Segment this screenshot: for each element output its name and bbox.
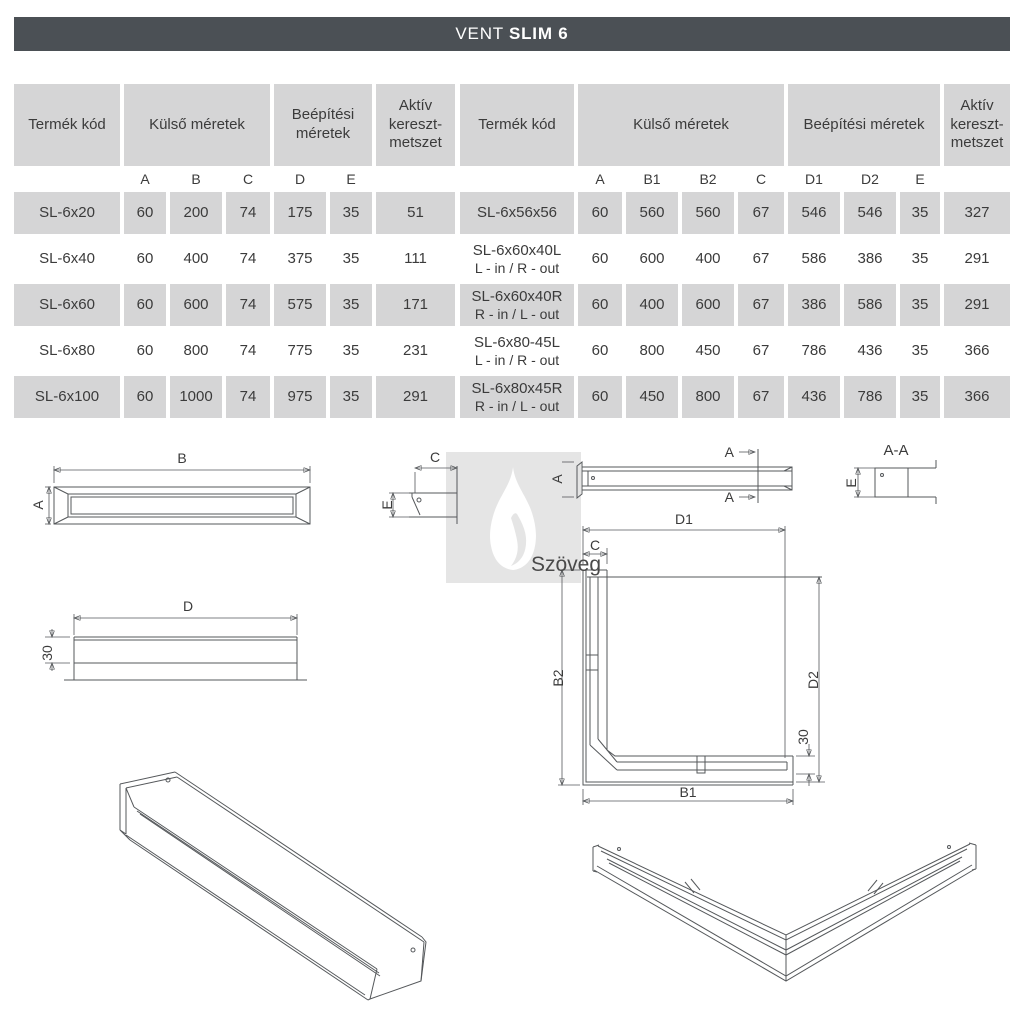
value-cell: 60 [124,330,166,372]
value-cell: 291 [944,284,1010,326]
value-cell: 800 [170,330,222,372]
column-letter [944,170,1010,188]
column-letter: B [170,170,222,188]
value-cell: 60 [578,330,622,372]
dim-label-e: E [379,500,395,510]
value-cell: 60 [124,238,166,280]
value-cell: 60 [578,238,622,280]
value-cell: 35 [330,238,372,280]
value-cell: 35 [900,238,940,280]
drawing-section-aa [843,438,941,510]
value-cell: 35 [330,192,372,234]
value-cell: 231 [376,330,455,372]
value-cell: 60 [124,284,166,326]
product-code-cell: SL-6x20 [14,192,120,234]
column-letter: E [900,170,940,188]
spec-table-corner [460,84,1010,418]
value-cell: 600 [626,238,678,280]
value-cell: 35 [330,330,372,372]
spec-table-straight [14,84,455,418]
value-cell: 200 [170,192,222,234]
value-cell: 67 [738,376,784,418]
value-cell: 436 [844,330,896,372]
value-cell: 60 [124,192,166,234]
column-letter: C [738,170,784,188]
value-cell: 67 [738,330,784,372]
column-letter: D2 [844,170,896,188]
value-cell: 386 [788,284,840,326]
value-cell: 35 [900,376,940,418]
value-cell: 546 [788,192,840,234]
dim-label-30b: 30 [795,729,811,745]
value-cell: 175 [274,192,326,234]
dim-label-a: A [30,500,46,510]
value-cell: 560 [682,192,734,234]
value-cell: 35 [330,284,372,326]
title-model: SLIM 6 [508,24,569,43]
dim-label-c: C [429,449,441,465]
drawing-isometric-corner [580,826,1024,1028]
dim-label-b2: B2 [550,669,566,687]
section-label-bottom: A [724,489,734,505]
drawing-bracket-detail [379,446,473,534]
drawing-isometric-straight [80,758,490,1013]
value-cell: 400 [682,238,734,280]
column-letter: A [578,170,622,188]
section-label-top: A [724,444,734,460]
column-letter [376,170,455,188]
value-cell: 800 [682,376,734,418]
product-code-cell: SL-6x60x40R R - in / L - out [460,284,574,326]
column-letter: B1 [626,170,678,188]
product-code-cell: SL-6x56x56 [460,192,574,234]
value-cell: 586 [844,284,896,326]
drawing-side-view [30,595,360,705]
dim-label-d1: D1 [675,511,693,527]
value-cell: 436 [788,376,840,418]
product-code-cell: SL-6x100 [14,376,120,418]
drawing-front-view [28,443,368,545]
column-letter: D [274,170,326,188]
value-cell: 975 [274,376,326,418]
value-cell: 35 [900,192,940,234]
value-cell: 60 [124,376,166,418]
value-cell: 74 [226,238,270,280]
column-letter [460,170,574,188]
value-cell: 67 [738,192,784,234]
value-cell: 74 [226,284,270,326]
value-cell: 775 [274,330,326,372]
column-letter: E [330,170,372,188]
value-cell: 291 [944,238,1010,280]
value-cell: 586 [788,238,840,280]
column-group-header: Termék kód [460,84,574,166]
product-code-cell: SL-6x80-45L L - in / R - out [460,330,574,372]
value-cell: 74 [226,192,270,234]
column-letter: A [124,170,166,188]
dim-label-e2: E [843,478,859,488]
product-code-cell: SL-6x80x45R R - in / L - out [460,376,574,418]
value-cell: 366 [944,330,1010,372]
value-cell: 74 [226,376,270,418]
value-cell: 786 [788,330,840,372]
value-cell: 800 [626,330,678,372]
column-letter [14,170,120,188]
column-group-header: Külső méretek [124,84,270,166]
value-cell: 786 [844,376,896,418]
column-group-header: Beépítési méretek [274,84,372,166]
column-group-header: Aktív kereszt-metszet [944,84,1010,166]
value-cell: 60 [578,376,622,418]
dim-label-a-width: A [549,474,565,484]
dim-label-30: 30 [39,645,55,661]
value-cell: 560 [626,192,678,234]
title-bar [14,17,1010,51]
dim-label-b1: B1 [679,784,697,800]
value-cell: 400 [170,238,222,280]
drawing-corner-view [550,498,858,823]
value-cell: 450 [626,376,678,418]
value-cell: 60 [578,192,622,234]
column-group-header: Külső méretek [578,84,784,166]
value-cell: 400 [626,284,678,326]
column-letter: D1 [788,170,840,188]
value-cell: 35 [900,284,940,326]
value-cell: 51 [376,192,455,234]
column-letter: B2 [682,170,734,188]
value-cell: 35 [330,376,372,418]
value-cell: 67 [738,238,784,280]
value-cell: 366 [944,376,1010,418]
value-cell: 60 [578,284,622,326]
value-cell: 546 [844,192,896,234]
dim-label-d2: D2 [805,671,821,689]
section-aa-title: A-A [883,442,909,459]
value-cell: 1000 [170,376,222,418]
watermark-label: Szöveg [531,553,602,576]
dim-label-b: B [177,450,187,466]
column-group-header: Termék kód [14,84,120,166]
value-cell: 67 [738,284,784,326]
value-cell: 74 [226,330,270,372]
value-cell: 111 [376,238,455,280]
column-letter: C [226,170,270,188]
title-prefix: VENT [455,24,504,43]
dim-label-d: D [182,598,194,614]
value-cell: 291 [376,376,455,418]
value-cell: 375 [274,238,326,280]
value-cell: 600 [170,284,222,326]
value-cell: 450 [682,330,734,372]
column-group-header: Beépítési méretek [788,84,940,166]
value-cell: 386 [844,238,896,280]
value-cell: 171 [376,284,455,326]
product-code-cell: SL-6x60x40L L - in / R - out [460,238,574,280]
product-code-cell: SL-6x60 [14,284,120,326]
product-code-cell: SL-6x40 [14,238,120,280]
dim-label-c2: C [589,537,601,553]
column-group-header: Aktív kereszt-metszet [376,84,455,166]
product-code-cell: SL-6x80 [14,330,120,372]
value-cell: 35 [900,330,940,372]
value-cell: 327 [944,192,1010,234]
value-cell: 575 [274,284,326,326]
value-cell: 600 [682,284,734,326]
